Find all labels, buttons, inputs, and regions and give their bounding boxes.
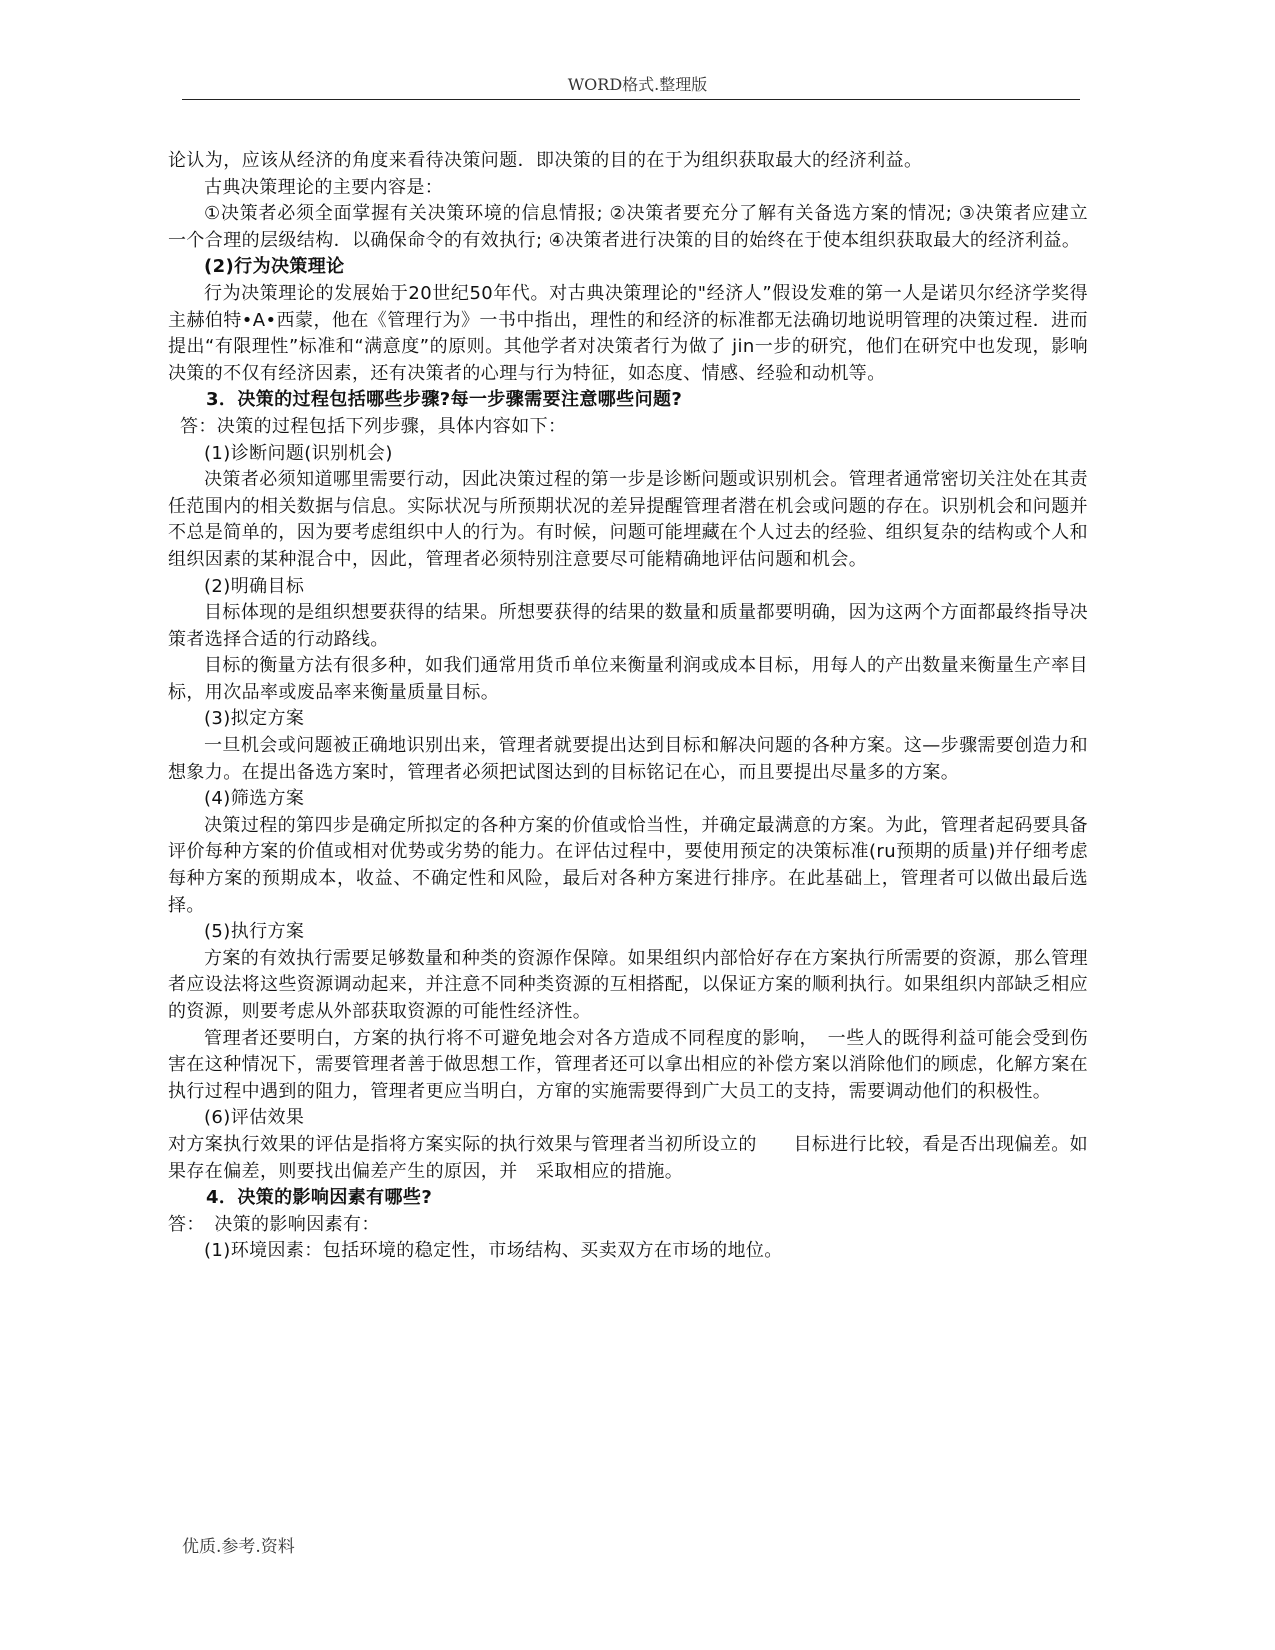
document-body (168, 148, 1088, 1265)
paragraph: 一旦机会或问题被正确地识别出来，管理者就要提出达到目标和解决问题的各种方案。这—步骤需要创造力和想象力。在提出备选方案时，管理者必须把试图达到的目标铭记在心，而且要提出尽量多的方案。 (168, 735, 1088, 783)
step-heading: (4)筛选方案 (204, 788, 305, 810)
paragraph: 决策者必须知道哪里需要行动，因此决策过程的第一步是诊断问题或识别机会。管理者通常密切关注处在其责任范围内的相关数据与信息。实际状况与所预期状况的差异提醒管理者潜在机会或问题的存在。识别机会和问题并不总是简单的，因为要考虑组织中人的行为。有时候，问题可能埋藏在个人过去的经验、组织复杂的结构或个人和组织因素的某种混合中，因此，管理者必须特别注意要尽可能精确地评估问题和机会。 (168, 469, 1088, 570)
paragraph: 方案的有效执行需要足够数量和种类的资源作保障。如果组织内部恰好存在方案执行所需要的资源，那么管理者应设法将这些资源调动起来，并注意不同种类资源的互相搭配，以保证方案的顺利执行。如果组织内部缺乏相应的资源，则要考虑从外部获取资源的可能性经济性。 (168, 947, 1088, 1022)
answer-intro: 答：决策的过程包括下列步骤，具体内容如下： (180, 415, 567, 437)
paragraph: (1)环境因素：包括环境的稳定性，市场结构、买卖双方在市场的地位。 (204, 1240, 783, 1262)
step-heading: (5)执行方案 (204, 921, 305, 943)
paragraph: 管理者还要明白，方案的执行将不可避免地会对各方造成不同程度的影响， 一些人的既得利益可能会受到伤害在这种情况下，需要管理者善于做思想工作，管理者还可以拿出相应的补偿方案以消除他们的顾虑，化解方案在执行过程中遇到的阻力，管理者更应当明白，方窜的实施需要得到广大员工的支持，需要调动他们的积极性。 (168, 1027, 1088, 1102)
header-rule (182, 99, 1080, 100)
paragraph: 目标的衡量方法有很多种，如我们通常用货币单位来衡量利润或成本目标，用每人的产出数量来衡量生产率目标，用次品率或废品率来衡量质量目标。 (168, 655, 1088, 703)
paragraph: 古典决策理论的主要内容是： (204, 176, 444, 198)
paragraph: ①决策者必须全面掌握有关决策环境的信息情报; ②决策者要充分了解有关备选方案的情况; ③决策者应建立一个合理的层级结构．以确保命令的有效执行; ④决策者进行决策的目的始终在于使本组织获取最大的经济利益。 (168, 203, 1088, 251)
paragraph: 对方案执行效果的评估是指将方案实际的执行效果与管理者当初所设立的 目标进行比较，看是否出现偏差。如果存在偏差，则要找出偏差产生的原因，并 采取相应的措施。 (168, 1133, 1088, 1182)
step-heading: (3)拟定方案 (204, 708, 305, 730)
step-heading: (1)诊断问题(识别机会) (204, 442, 393, 464)
paragraph: 决策过程的第四步是确定所拟定的各种方案的价值或恰当性，并确定最满意的方案。为此，管理者起码要具备评价每种方案的价值或相对优势或劣势的能力。在评估过程中，要使用预定的决策标准(ru预期的质量)并仔细考虑每种方案的预期成本，收益、不确定性和风险，最后对各种方案进行排序。在此基础上，管理者可以做出最后选择。 (168, 814, 1088, 916)
answer-intro: 答： 决策的影响因素有： (168, 1213, 380, 1235)
page-header: WORD格式.整理版 (567, 75, 708, 94)
question-heading: 3．决策的过程包括哪些步骤?每一步骤需要注意哪些问题? (206, 389, 683, 411)
step-heading: (2)明确目标 (204, 575, 305, 597)
paragraph: 目标体现的是组织想要获得的结果。所想要获得的结果的数量和质量都要明确，因为这两个方面都最终指导决策者选择合适的行动路线。 (168, 602, 1088, 650)
question-heading: 4．决策的影响因素有哪些? (206, 1187, 433, 1209)
page-footer: 优质.参考.资料 (182, 1537, 295, 1557)
subheading: (2)行为决策理论 (204, 256, 345, 278)
paragraph: 论认为，应该从经济的角度来看待决策问题．即决策的目的在于为组织获取最大的经济利益。 (168, 150, 923, 171)
paragraph: 行为决策理论的发展始于20世纪50年代。对古典决策理论的"经济人”假设发难的第一人是诺贝尔经济学奖得主赫伯特•A•西蒙，他在《管理行为》一书中指出，理性的和经济的标准都无法确切地说明管理的决策过程．进而提出“有限理性”标准和“满意度”的原则。其他学者对决策者行为做了 jin一步的研究，他们在研究中也发现，影响决策的不仅有经济因素，还有决策者的心理与行为特征，如态度、情感、经验和动机等。 (168, 282, 1088, 384)
step-heading: (6)评估效果 (204, 1107, 305, 1129)
